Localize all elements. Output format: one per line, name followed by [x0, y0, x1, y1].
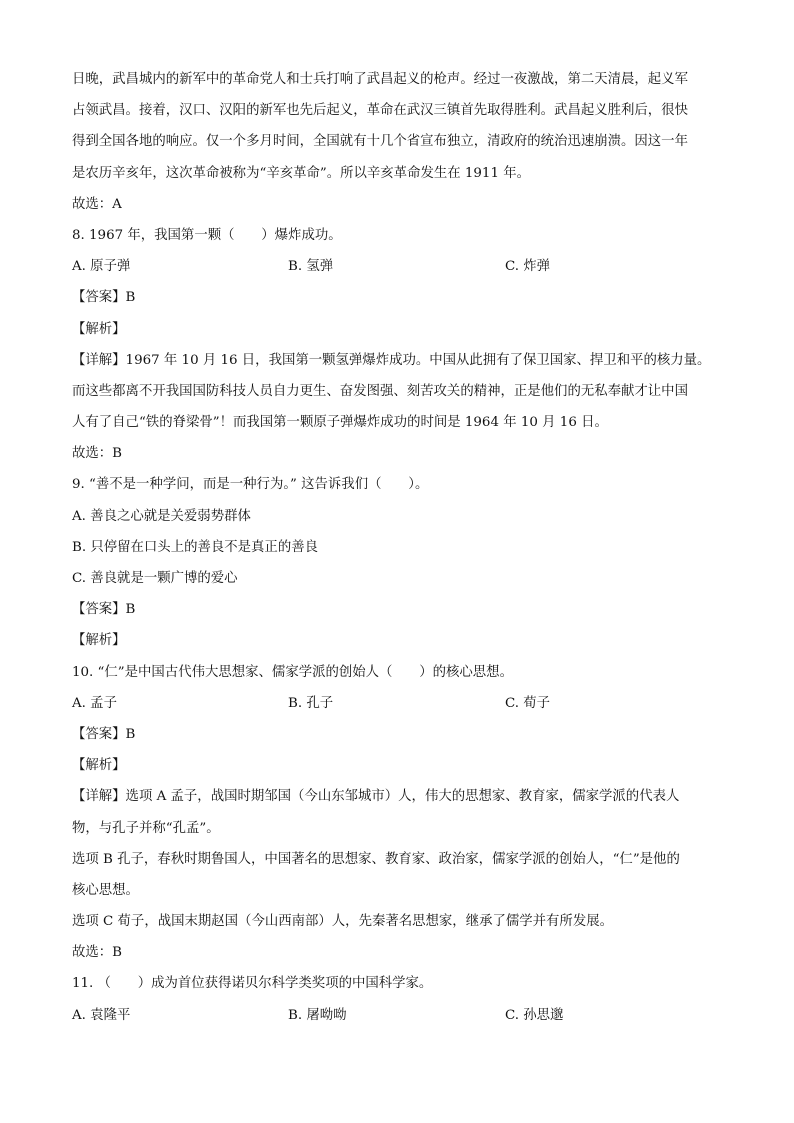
detail-line: 选项 C 荀子，战国末期赵国（今山西南部）人，先秦著名思想家，继承了儒学并有所发展。: [72, 914, 613, 930]
answer-selection: 故选：B: [72, 446, 123, 462]
option-c: C. 炸弹: [505, 259, 551, 275]
option-c: C. 孙思邈: [505, 1007, 564, 1023]
detail-line: 而这些都离不开我国国防科技人员自力更生、奋发图强、刻苦攻关的精神，正是他们的无私奉献才让中国: [72, 383, 688, 399]
option-c: C. 荀子: [505, 695, 551, 711]
question-8-options: [72, 251, 732, 282]
option-a: A. 原子弹: [72, 259, 131, 275]
analysis-label: 【解析】: [72, 758, 126, 774]
option-b: B. 只停留在口头上的善良不是真正的善良: [72, 539, 318, 555]
detail-line: 物，与孔子并称“孔孟”。: [72, 820, 220, 836]
paragraph-line: 是农历辛亥年，这次革命被称为“辛亥革命”。所以辛亥革命发生在 1911 年。: [72, 165, 530, 181]
answer-label: 【答案】B: [72, 602, 136, 618]
question-11: 11. （ ）成为首位获得诺贝尔科学类奖项的中国科学家。: [72, 976, 433, 992]
option-b: B. 孔子: [288, 695, 334, 711]
analysis-label: 【解析】: [72, 321, 126, 337]
document-page: [72, 64, 732, 1031]
question-10: 10. “仁”是中国古代伟大思想家、儒家学派的创始人（ ）的核心思想。: [72, 664, 513, 680]
option-a: A. 善良之心就是关爱弱势群体: [72, 508, 251, 524]
analysis-label: 【解析】: [72, 633, 126, 649]
option-a: A. 袁隆平: [72, 1007, 131, 1023]
question-11-options: [72, 1000, 732, 1031]
question-8: 8. 1967 年，我国第一颗（ ）爆炸成功。: [72, 227, 342, 243]
option-b: B. 氢弹: [288, 259, 334, 275]
answer-selection: 故选：A: [72, 196, 122, 212]
detail-line: 【详解】1967 年 10 月 16 日，我国第一颗氢弹爆炸成功。中国从此拥有了保卫国家、捍卫和平的核力量。: [72, 352, 711, 368]
detail-line: 人有了自己“铁的脊梁骨”！而我国第一颗原子弹爆炸成功的时间是 1964 年 10 月 16 日。: [72, 415, 608, 431]
detail-line: 【详解】选项 A 孟子，战国时期邹国（今山东邹城市）人，伟大的思想家、教育家，儒家学派的代表人: [72, 789, 680, 805]
answer-label: 【答案】B: [72, 726, 136, 742]
question-10-options: [72, 688, 732, 719]
option-c: C. 善良就是一颗广博的爱心: [72, 571, 238, 586]
option-a: A. 孟子: [72, 695, 117, 711]
paragraph-line: 日晚，武昌城内的新军中的革命党人和士兵打响了武昌起义的枪声。经过一夜激战，第二天清晨，起义军: [72, 72, 688, 87]
answer-label: 【答案】B: [72, 290, 136, 306]
paragraph-line: 占领武昌。接着，汉口、汉阳的新军也先后起义，革命在武汉三镇首先取得胜利。武昌起义胜利后，很快: [72, 103, 688, 119]
answer-selection: 故选：B: [72, 945, 123, 961]
detail-line: 核心思想。: [72, 882, 139, 898]
detail-line: 选项 B 孔子，春秋时期鲁国人，中国著名的思想家、教育家、政治家，儒家学派的创始人，“仁”是他的: [72, 851, 680, 867]
option-b: B. 屠呦呦: [288, 1007, 347, 1023]
paragraph-line: 得到全国各地的响应。仅一个多月时间，全国就有十几个省宣布独立，清政府的统治迅速崩溃。因这一年: [72, 134, 688, 150]
question-9: 9. “善不是一种学问，而是一种行为。” 这告诉我们（ ）。: [72, 477, 429, 493]
